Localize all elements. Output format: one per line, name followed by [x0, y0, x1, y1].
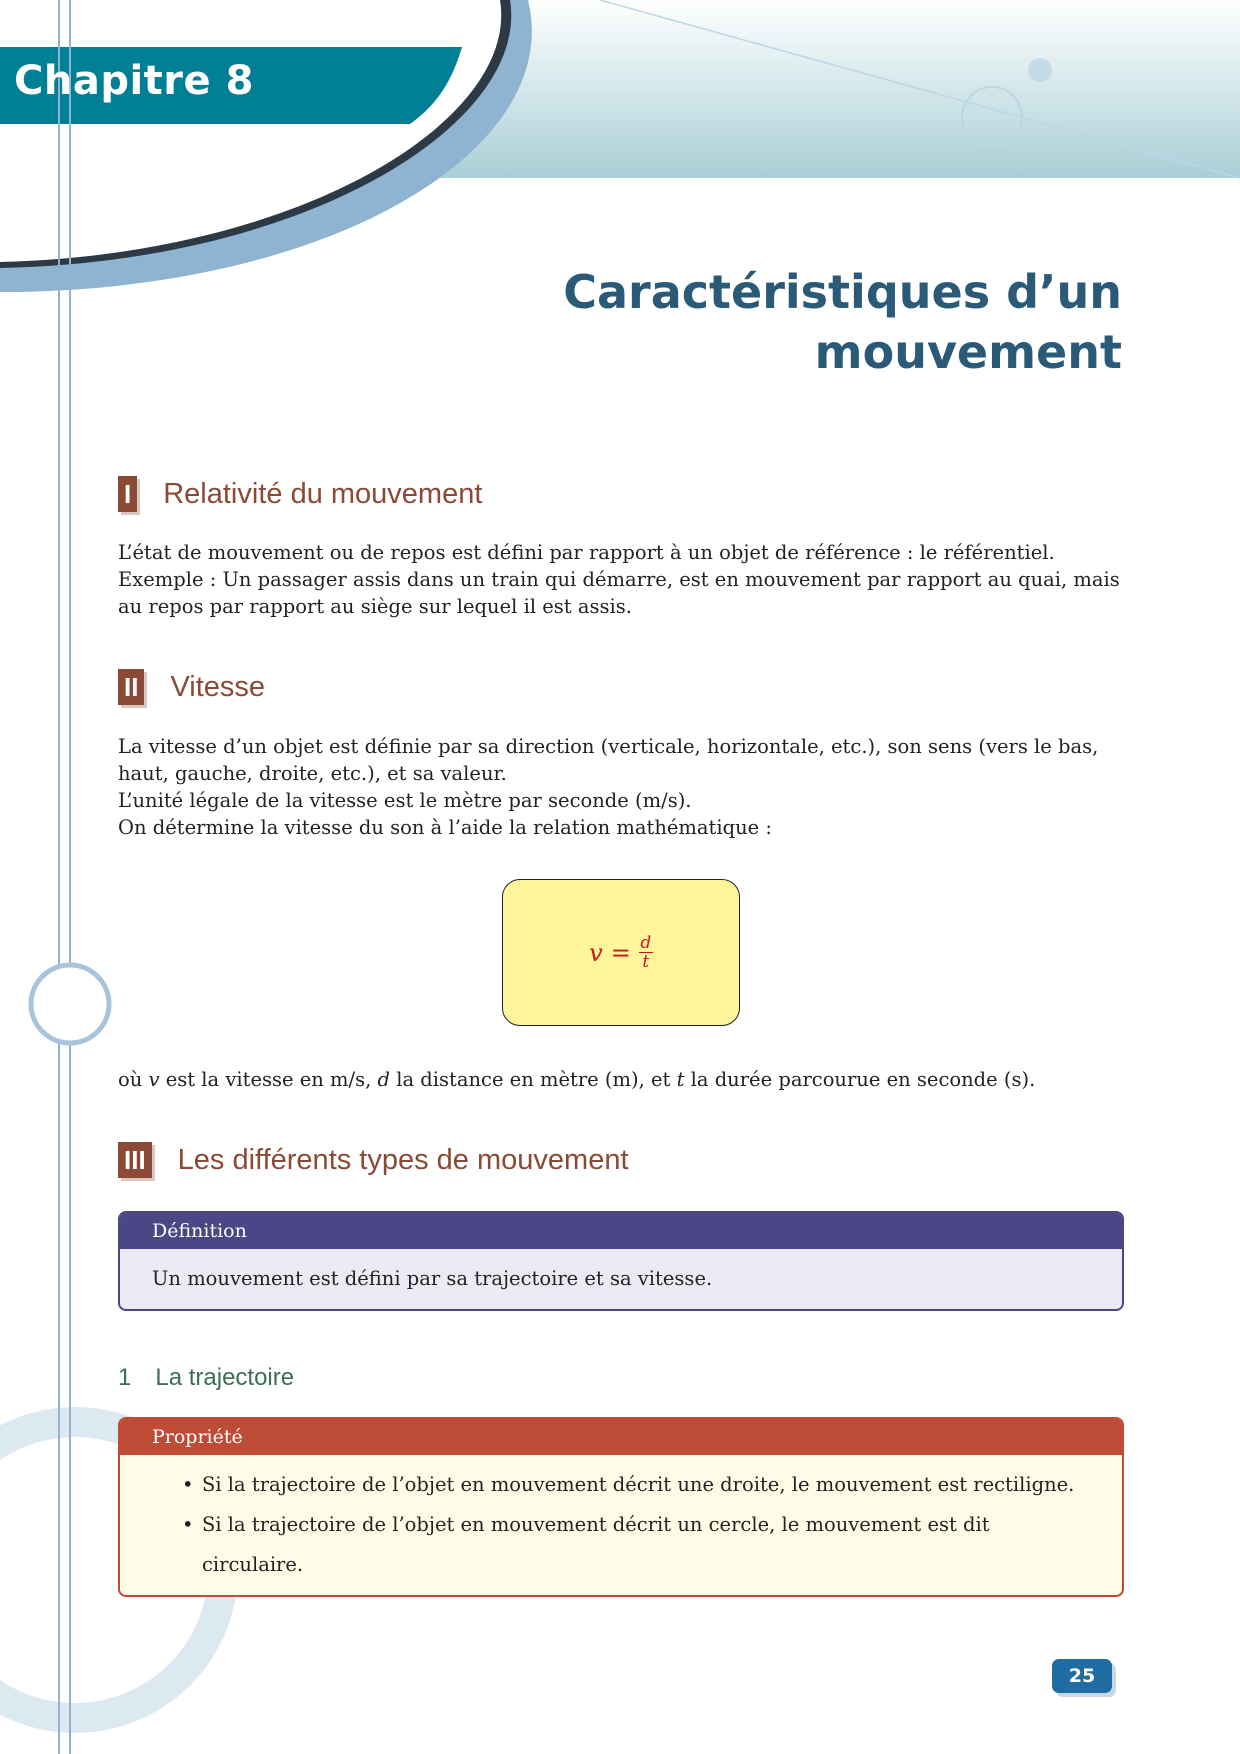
list-item: • Si la trajectoire de l’objet en mouvement décrit une droite, le mouvement est rectiligne. — [202, 1465, 1090, 1505]
paragraph: La vitesse d’un objet est définie par sa direction (verticale, horizontale, etc.), son sens (vers le bas, haut, gauche, droite, etc.), et sa valeur. — [118, 735, 1099, 785]
section-1-text — [118, 539, 1122, 620]
section-heading-1 — [118, 476, 482, 512]
chapter-title-line2: mouvement — [814, 325, 1122, 379]
property-box — [118, 1417, 1124, 1597]
paragraph: On détermine la vitesse du son à l’aide la relation mathématique : — [118, 816, 772, 839]
paragraph: L’unité légale de la vitesse est le mètre par seconde (m/s). — [118, 789, 692, 812]
section-number-badge: III — [118, 1142, 152, 1178]
section-heading-2 — [118, 669, 265, 705]
formula-lhs: v — [589, 938, 603, 967]
section-number-badge: I — [118, 476, 137, 512]
paragraph — [118, 1066, 1122, 1093]
formula-equals: = — [610, 938, 631, 967]
subsection-number: 1 — [118, 1364, 132, 1391]
header-dot — [1028, 58, 1052, 82]
var-d: d — [377, 1068, 391, 1091]
property-list — [152, 1465, 1090, 1585]
text-run: la distance en mètre (m), et — [390, 1068, 677, 1091]
text-run: est la vitesse en m/s, — [159, 1068, 378, 1091]
section-heading-3 — [118, 1142, 629, 1178]
margin-circle — [31, 965, 109, 1043]
section-title: Relativité du mouvement — [163, 477, 483, 510]
formula-explanation — [118, 1066, 1122, 1093]
paragraph: Exemple : Un passager assis dans un train qui démarre, est en mouvement par rapport au quai, mais au repos par rapport au siège sur lequel il est assis. — [118, 568, 1120, 618]
section-title: Les différents types de mouvement — [177, 1143, 629, 1176]
text-run: la durée parcourue en seconde (s). — [684, 1068, 1036, 1091]
formula-numerator: d — [640, 933, 652, 953]
formula-box — [502, 879, 740, 1026]
chapter-title-line1: Caractéristiques d’un — [563, 265, 1122, 319]
section-number-badge: II — [118, 669, 144, 705]
formula-denominator: t — [642, 952, 650, 972]
var-t: t — [676, 1068, 685, 1091]
var-v: v — [148, 1068, 160, 1091]
chapter-title — [563, 262, 1122, 382]
page-number: 25 — [1052, 1659, 1112, 1693]
paragraph: L’état de mouvement ou de repos est défini par rapport à un objet de référence : le référentiel. — [118, 541, 1055, 564]
section-2-text — [118, 733, 1122, 841]
section-title: Vitesse — [170, 670, 266, 703]
header-white-swoosh — [0, 0, 501, 262]
speed-formula — [589, 934, 653, 971]
definition-box — [118, 1211, 1124, 1311]
definition-text: Un mouvement est défini par sa trajectoire et sa vitesse. — [152, 1267, 713, 1290]
definition-label: Définition — [120, 1213, 1122, 1249]
text-run: où — [118, 1068, 149, 1091]
chapter-label: Chapitre 8 — [14, 58, 254, 104]
subsection-title: La trajectoire — [155, 1364, 295, 1391]
property-label: Propriété — [120, 1419, 1122, 1455]
property-body — [120, 1455, 1122, 1595]
formula-fraction — [639, 934, 653, 971]
list-item: • Si la trajectoire de l’objet en mouvement décrit un cercle, le mouvement est dit circulaire. — [202, 1505, 1090, 1585]
subsection-heading — [118, 1364, 294, 1392]
